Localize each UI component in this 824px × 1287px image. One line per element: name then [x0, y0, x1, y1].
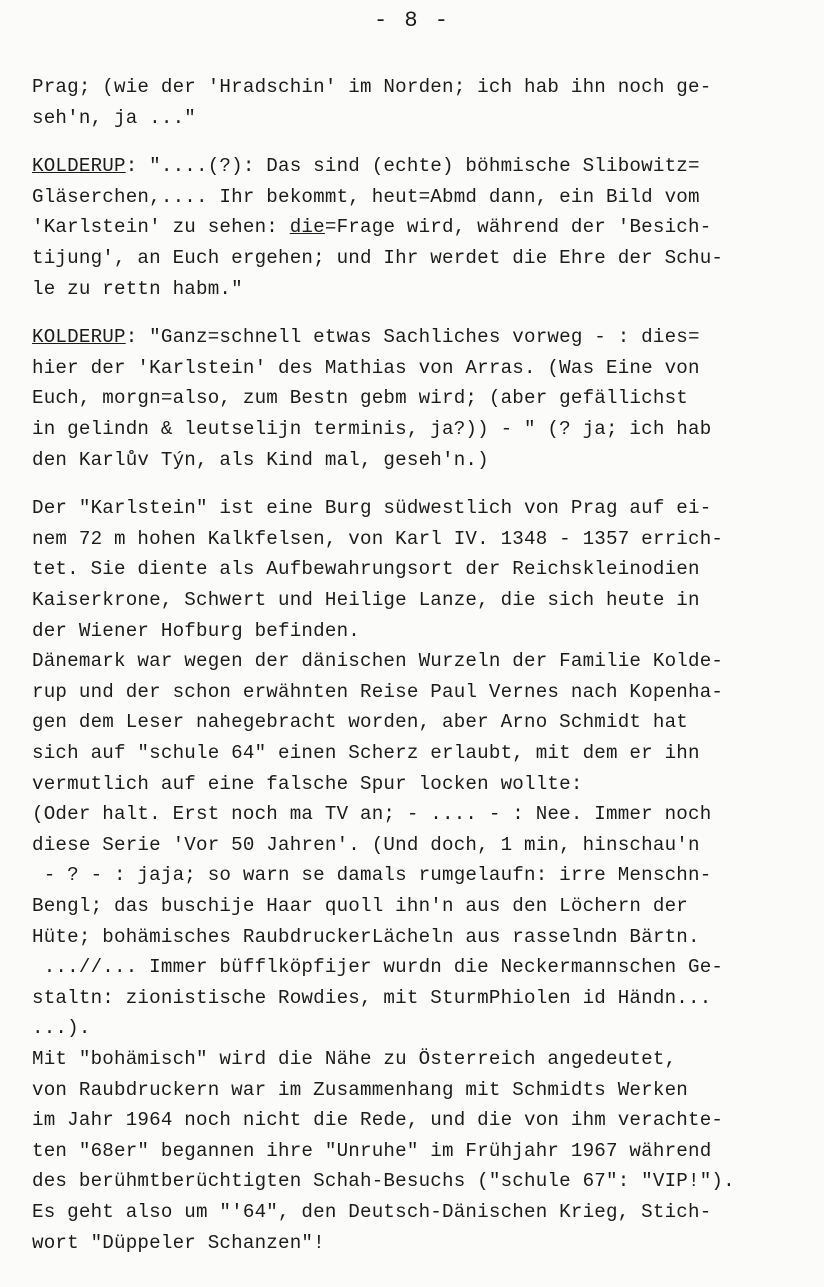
text-line: [32, 151, 700, 181]
text-segment: (Oder halt. Erst noch ma TV an; - .... - : Nee. Immer noch: [32, 803, 712, 826]
text-segment: Mit "bohämisch" wird die Nähe zu Österreich angedeutet,: [32, 1048, 677, 1070]
text-segment: wort "Düppeler Schanzen"!: [32, 1231, 325, 1254]
text-line: [32, 383, 688, 413]
text-line: [32, 860, 711, 890]
text-line: [32, 1013, 91, 1043]
text-line: [32, 952, 723, 982]
text-line: [32, 1105, 723, 1135]
underlined-speaker: KOLDERUP: [32, 326, 126, 349]
text-segment: Dänemark war wegen der dänischen Wurzeln der Familie Kolde-: [32, 650, 724, 673]
text-segment: staltn: zionistische Rowdies, mit SturmPhiolen id Händn...: [32, 986, 712, 1009]
text-segment: Der "Karlstein" ist eine Burg südwestlich von Prag auf ei-: [32, 497, 712, 520]
text-segment: seh'n, ja ...": [32, 106, 197, 129]
text-line: [32, 1166, 735, 1196]
text-line: [32, 72, 711, 102]
text-segment: den Karlův Týn, als Kind mal, geseh'n.): [32, 448, 489, 471]
text-line: [32, 646, 723, 676]
text-segment: tet. Sie diente als Aufbewahrungsort der Reichskleinodien: [32, 558, 700, 581]
text-line: [32, 322, 700, 352]
text-line: [32, 445, 489, 475]
text-line: [32, 103, 196, 133]
text-line: [32, 243, 723, 273]
text-segment: le zu rettn habm.": [32, 277, 243, 300]
text-line: [32, 922, 700, 952]
text-segment: tijung', an Euch ergehen; und Ihr werdet die Ehre der Schu-: [32, 247, 724, 269]
text-line: [32, 1044, 676, 1074]
text-segment: hier der 'Karlstein' des Mathias von Arras. (Was Eine von: [32, 356, 700, 379]
text-segment: in gelindn & leutselijn terminis, ja?)) - " (? ja; ich hab: [32, 418, 712, 440]
text-segment: rup und der schon erwähnten Reise Paul Vernes nach Kopenha-: [32, 680, 724, 703]
text-line: [32, 414, 711, 444]
text-segment: Es geht also um "'64", den Deutsch-Dänischen Krieg, Stich-: [32, 1201, 712, 1223]
text-line: [32, 1228, 325, 1258]
text-line: [32, 677, 723, 707]
text-segment: vermutlich auf eine falsche Spur locken wollte:: [32, 772, 583, 795]
text-segment: : "Ganz=schnell etwas Sachliches vorweg - : dies=: [125, 326, 700, 349]
text-line: [32, 493, 711, 523]
text-line: [32, 182, 700, 212]
text-line: [32, 554, 700, 584]
underlined-speaker: KOLDERUP: [32, 155, 126, 178]
text-segment: ten "68er" begannen ihre "Unruhe" im Frühjahr 1967 während: [32, 1139, 712, 1162]
text-segment: - ? - : jaja; so warn se damals rumgelaufn: irre Menschn-: [32, 864, 712, 887]
page-number: - 8 -: [373, 8, 450, 33]
text-segment: der Wiener Hofburg befinden.: [32, 619, 361, 642]
text-segment: ...).: [32, 1017, 91, 1040]
text-line: [32, 524, 723, 554]
text-segment: im Jahr 1964 noch nicht die Rede, und die von ihm verachte-: [32, 1109, 724, 1132]
text-line: [32, 585, 700, 615]
text-line: [32, 769, 583, 799]
text-segment: Prag; (wie der 'Hradschin' im Norden; ich hab ihn noch ge-: [32, 76, 712, 98]
text-segment: des berühmtberüchtigten Schah-Besuchs ("schule 67": "VIP!").: [32, 1170, 735, 1193]
text-line: [32, 353, 700, 383]
text-segment: diese Serie 'Vor 50 Jahren'. (Und doch, 1 min, hinschau'n: [32, 833, 700, 856]
text-line: [32, 707, 688, 737]
text-segment: Hüte; bohämisches RaubdruckerLächeln aus rasselndn Bärtn.: [32, 925, 700, 948]
text-segment: sich auf "schule 64" einen Scherz erlaubt, mit dem er ihn: [32, 742, 700, 764]
text-line: [32, 799, 711, 829]
text-line: [32, 616, 360, 646]
text-segment: nem 72 m hohen Kalkfelsen, von Karl IV. 1348 - 1357 errich-: [32, 527, 724, 550]
text-segment: Gläserchen,.... Ihr bekommt, heut=Abmd dann, ein Bild vom: [32, 185, 700, 208]
text-segment: gen dem Leser nahegebracht worden, aber Arno Schmidt hat: [32, 711, 689, 734]
text-line: [32, 891, 688, 921]
text-segment: Euch, morgn=also, zum Bestn gebm wird; (aber gefällichst: [32, 387, 689, 410]
text-segment: =Frage wird, während der 'Besich-: [324, 216, 712, 239]
text-line: [32, 274, 243, 304]
text-line: [32, 212, 711, 242]
text-line: [32, 830, 700, 860]
text-segment: 'Karlstein' zu sehen:: [32, 216, 290, 239]
text-line: [32, 983, 711, 1013]
text-segment: Kaiserkrone, Schwert und Heilige Lanze, die sich heute in: [32, 589, 700, 611]
text-segment: Bengl; das buschije Haar quoll ihn'n aus den Löchern der: [32, 895, 689, 917]
underlined-speaker: die: [289, 216, 325, 239]
text-line: [32, 738, 700, 768]
text-line: [32, 1075, 688, 1105]
text-segment: ...//... Immer büfflköpfijer wurdn die Neckermannschen Ge-: [32, 956, 724, 979]
text-segment: : "....(?): Das sind (echte) böhmische Slibowitz=: [125, 155, 700, 178]
text-line: [32, 1136, 711, 1166]
text-segment: von Raubdruckern war im Zusammenhang mit Schmidts Werken: [32, 1078, 689, 1101]
text-line: [32, 1197, 711, 1227]
